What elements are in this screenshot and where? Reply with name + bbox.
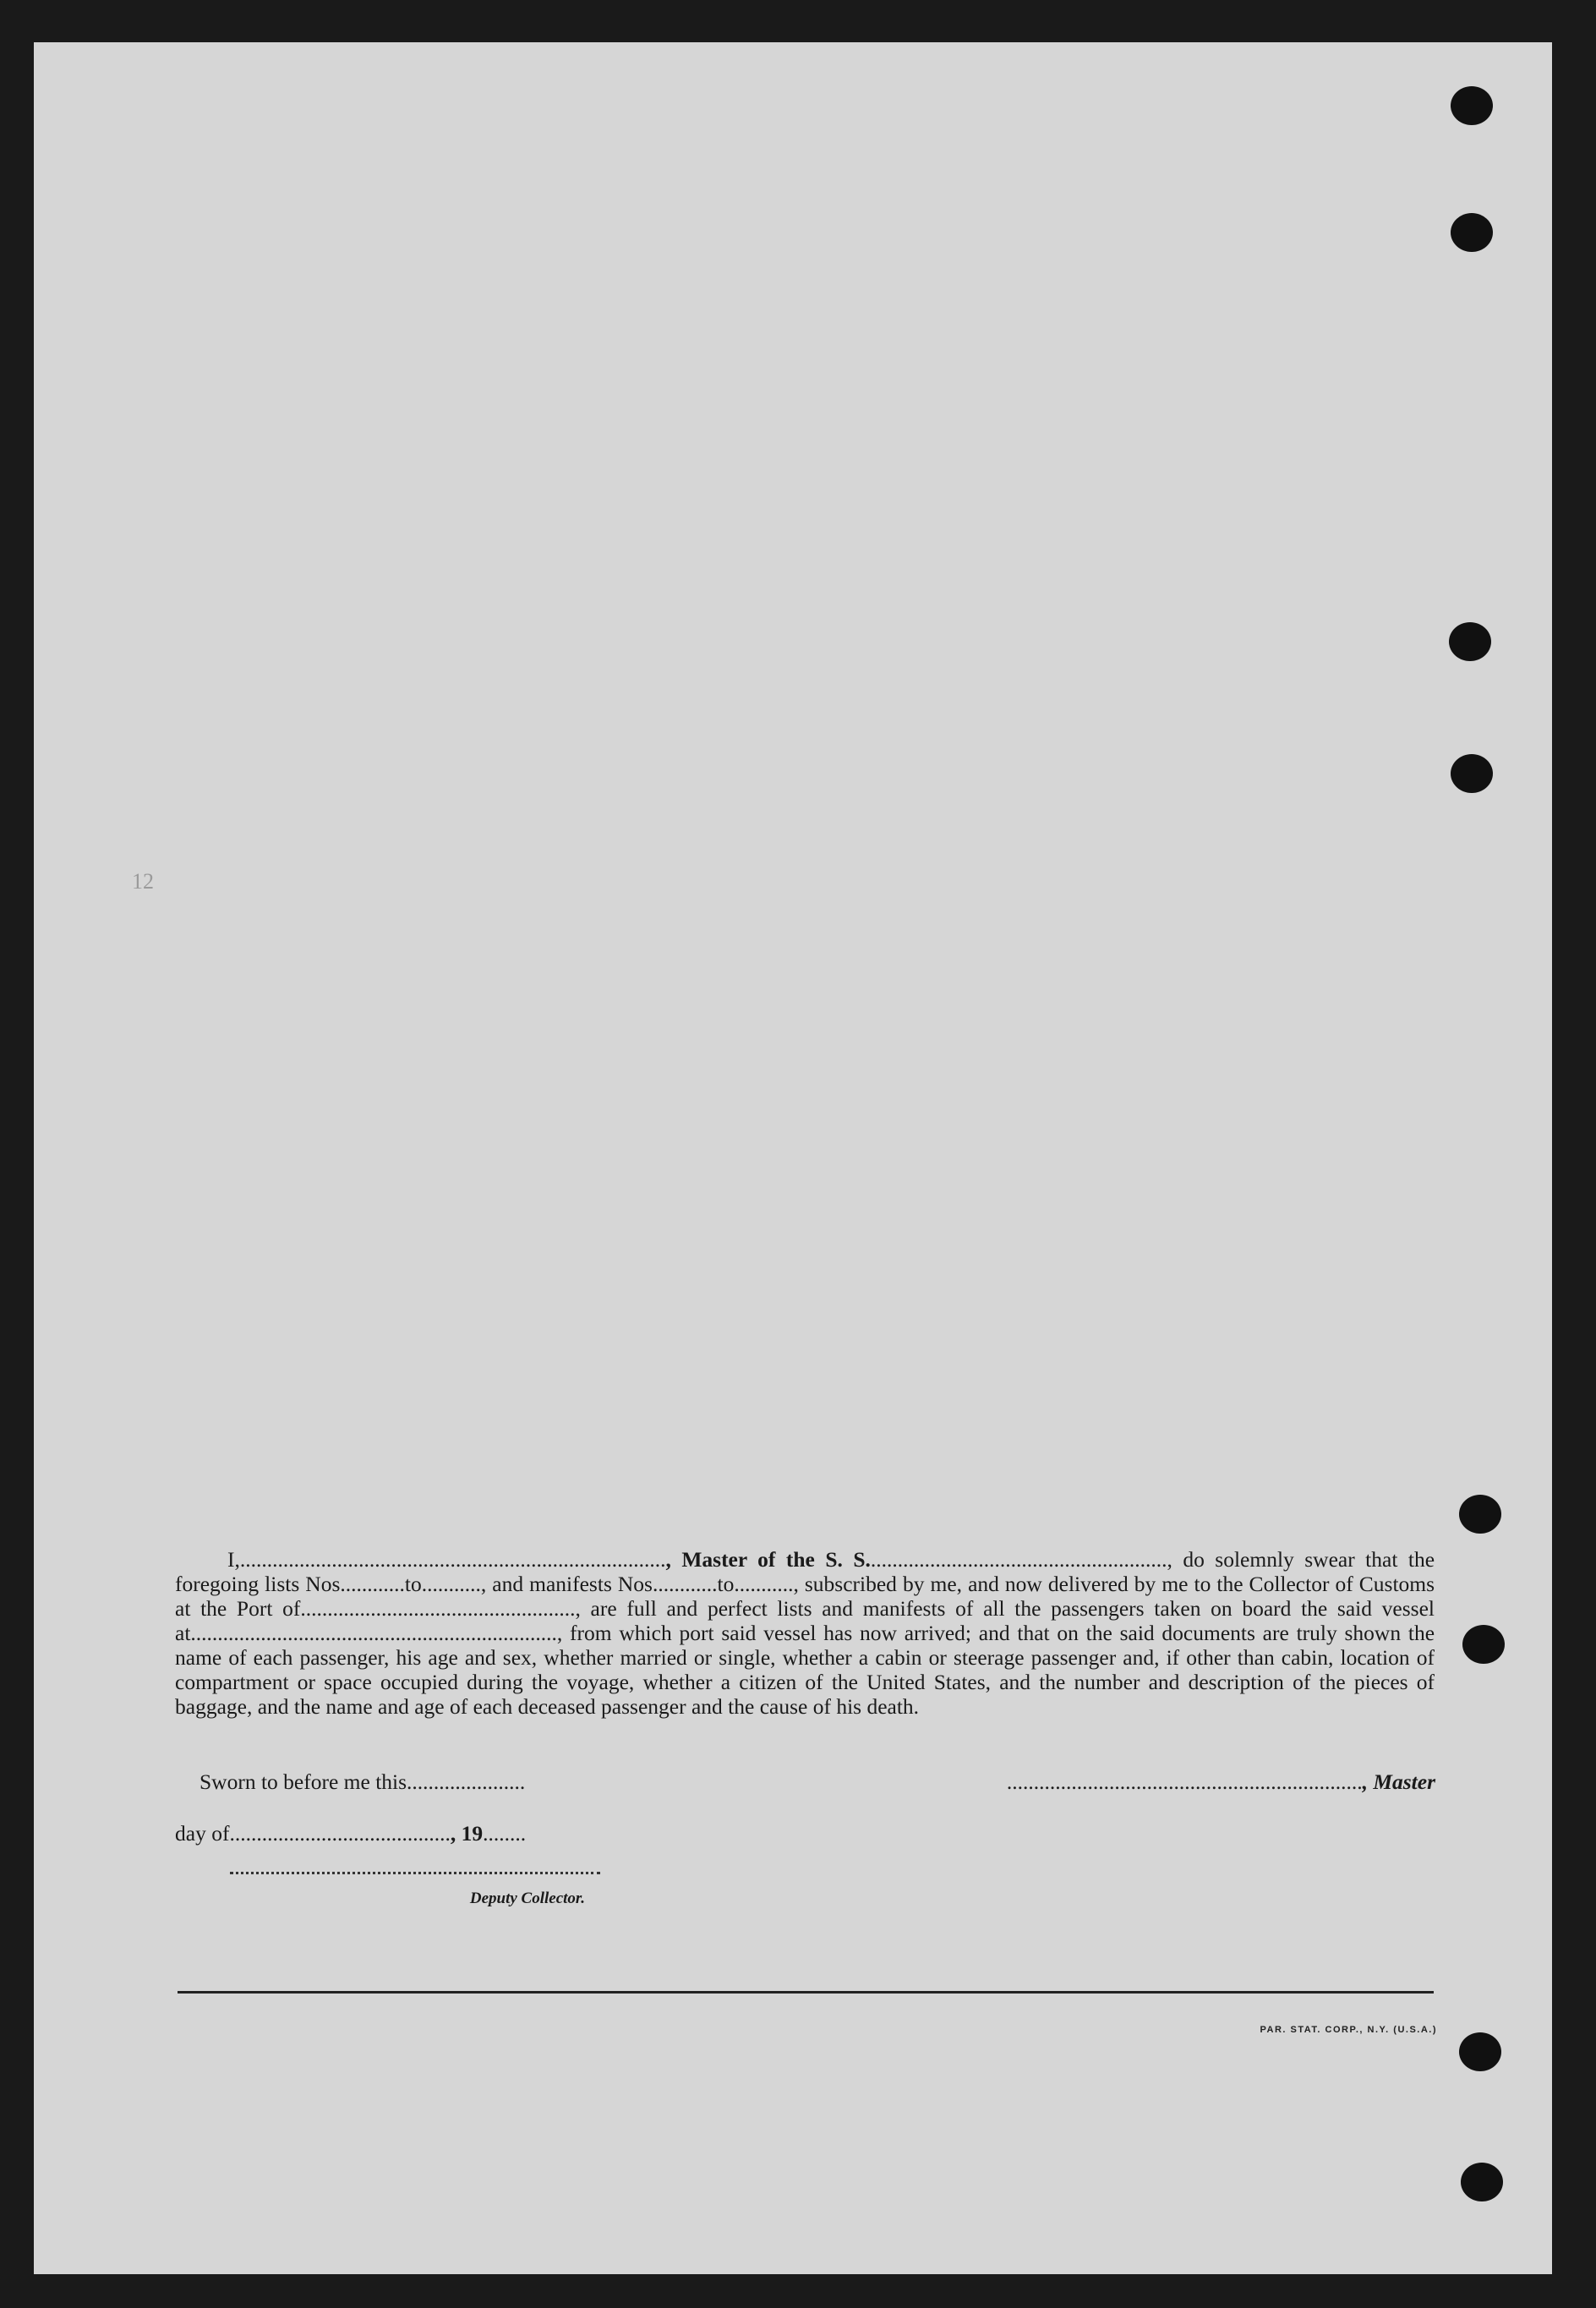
list-from-blank[interactable]: ............	[340, 1572, 405, 1596]
stray-mark: 12	[132, 869, 154, 894]
oath-line4a: manifests of all the passengers taken on board the said vessel at	[175, 1596, 1435, 1645]
sworn-label: Sworn to before me this	[200, 1769, 407, 1794]
day-label: day of	[175, 1821, 230, 1846]
punch-hole	[1451, 754, 1493, 793]
oath-to: to	[717, 1572, 735, 1596]
punch-hole	[1451, 86, 1493, 125]
punch-hole	[1449, 622, 1491, 661]
oath-line2b: , and manifests Nos	[480, 1572, 653, 1596]
oath-line2a: swear that the foregoing lists Nos	[175, 1547, 1435, 1596]
oath-to: to	[404, 1572, 422, 1596]
oath-line4b: , from which	[556, 1621, 672, 1645]
deputy-signature-blank[interactable]	[230, 1872, 600, 1874]
oath-line3a: delivered by me to the Collector of Customs at the Port of	[175, 1572, 1435, 1621]
oath-line2c: , subscribed by me, and now	[793, 1572, 1042, 1596]
oath-body: port said vessel has now arrived; and that on the said documents are truly shown the name of each passenger, his age and sex, whether married or single, whether a cabin or steerage passenger and, if other than cabin, location of compartment or space occupied during the voyage, whether a citizen of the United States, and the number and description of the pieces of baggage, and the name and age of each deceased passenger and the cause of his death.	[175, 1621, 1435, 1719]
year-blank[interactable]: ........	[483, 1821, 527, 1846]
day-of-line	[175, 1821, 526, 1846]
master-signature-blank[interactable]: ..................................................................	[1006, 1769, 1363, 1794]
punch-hole	[1459, 1495, 1501, 1534]
master-name-blank[interactable]: ...............................................................................	[239, 1547, 666, 1572]
oath-line3b: , are full and perfect lists and	[575, 1596, 854, 1621]
oath-paragraph	[175, 1547, 1435, 1719]
punch-hole	[1462, 1625, 1505, 1664]
oath-i: I,	[227, 1547, 240, 1572]
sworn-date-blank[interactable]: ......................	[407, 1769, 526, 1794]
oath-master-of: , Master of the S. S.	[665, 1547, 871, 1572]
manifest-from-blank[interactable]: ............	[653, 1572, 718, 1596]
punch-hole	[1459, 2032, 1501, 2071]
month-blank[interactable]: .........................................	[229, 1821, 451, 1846]
master-label: , Master	[1362, 1769, 1435, 1794]
divider-rule	[178, 1991, 1434, 1994]
ship-name-blank[interactable]: .......................................................	[870, 1547, 1167, 1572]
manifest-to-blank[interactable]: ...........	[734, 1572, 794, 1596]
punch-hole	[1451, 213, 1493, 252]
port-blank[interactable]: ...................................................	[300, 1596, 576, 1621]
deputy-collector-label: Deputy Collector.	[469, 1890, 585, 1907]
sworn-line	[200, 1769, 525, 1795]
punch-hole	[1461, 2163, 1503, 2201]
oath-do-solemnly: , do solemnly	[1167, 1547, 1294, 1572]
departure-port-blank[interactable]: ....................................................................	[190, 1621, 557, 1645]
year-prefix: , 19	[450, 1821, 484, 1846]
document-sheet	[34, 42, 1552, 2274]
list-to-blank[interactable]: ...........	[421, 1572, 481, 1596]
master-signature-line	[918, 1769, 1435, 1795]
printer-imprint: PAR. STAT. CORP., N.Y. (U.S.A.)	[1260, 2025, 1437, 2035]
